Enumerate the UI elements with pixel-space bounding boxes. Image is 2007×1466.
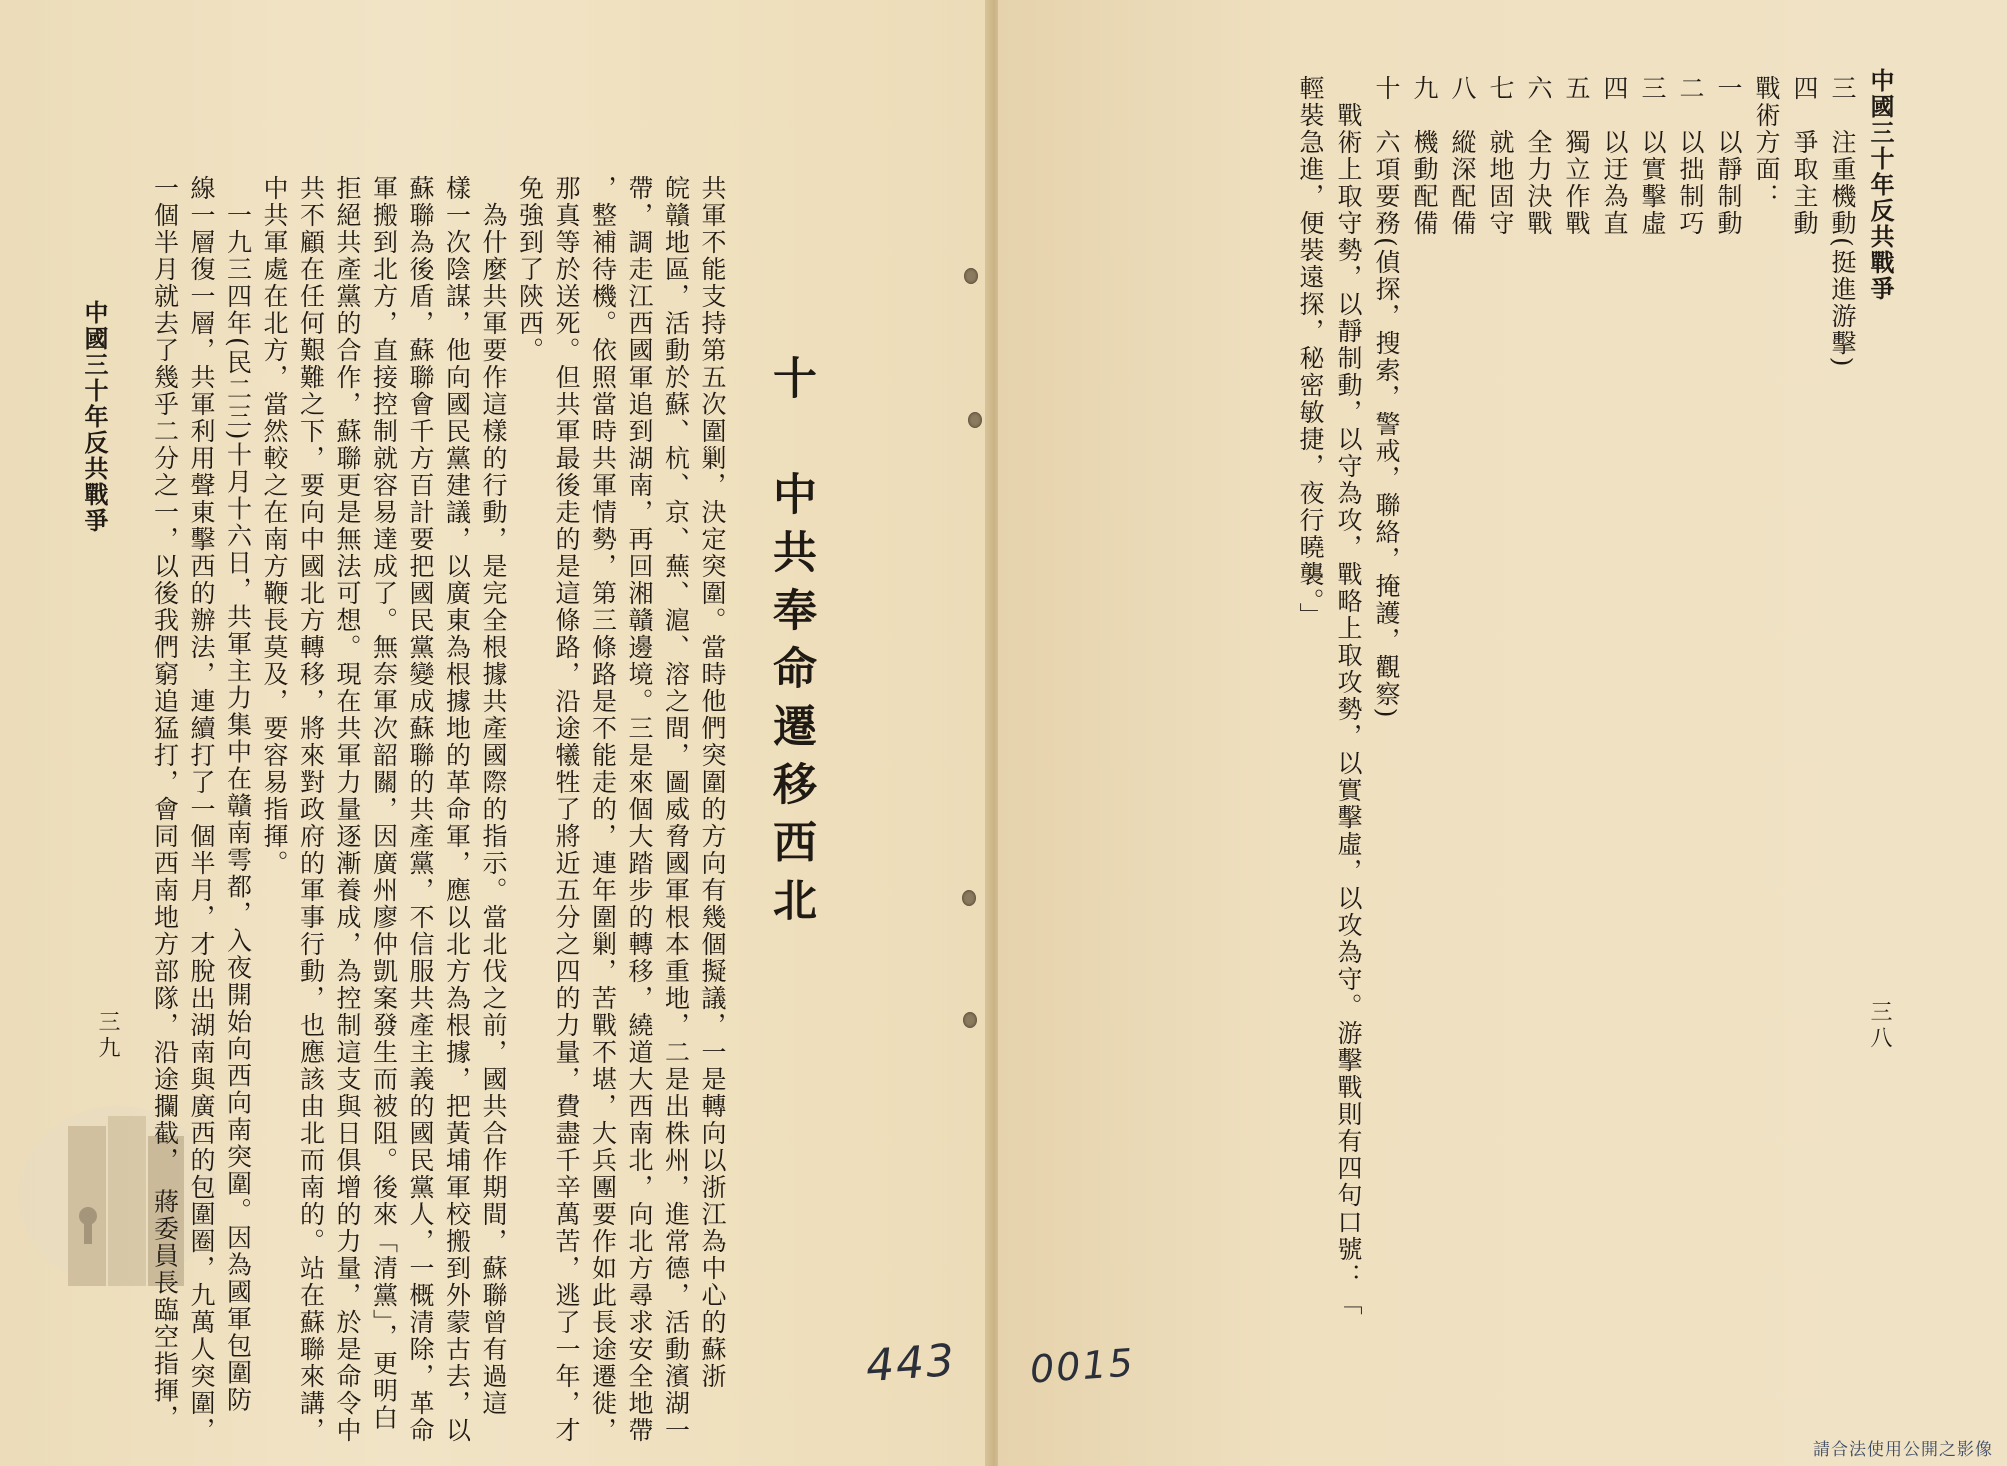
binding-hole	[963, 1012, 977, 1028]
text-column: 五 獨立作戰	[1562, 75, 1591, 237]
text-column: 中共軍處在北方，當然較之在南方鞭長莫及，要容易指揮。	[260, 175, 289, 877]
chapter-title: 十 中共奉命遷移西北	[765, 355, 816, 935]
archive-number-2: 0015	[1028, 1340, 1137, 1392]
text-column: 一個半月就去了幾乎二分之一，以後我們窮追猛打，會同西南地方部隊，沿途攔截， 蔣委員長臨空指揮，	[150, 175, 180, 1432]
binding-hole	[962, 890, 976, 906]
text-column: 那真等於送死。但共軍最後走的是這條路，沿途犧牲了將近五分之四的力量，費盡千辛萬苦，逃了一年，才	[552, 175, 581, 1444]
right-page	[998, 0, 2007, 1466]
right-running-header: 中國三十年反共戰爭	[1866, 68, 1895, 302]
binding-hole	[964, 268, 978, 284]
text-column: 皖贛地區，活動於蘇、杭、京、蕪、滬、溶之間，圖威脅國軍根本重地，二是出株州，進常德，活動濱湖一	[661, 175, 691, 1444]
text-column: 共軍不能支持第五次圍剿，決定突圍。當時他們突圍的方向有幾個擬議，一是轉向以浙江為中心的蘇浙	[698, 175, 727, 1390]
footer-notice: 請合法使用公開之影像	[1813, 1440, 1993, 1460]
left-page-number: 三九	[95, 1010, 120, 1062]
text-column: 九 機動配備	[1410, 75, 1439, 237]
binding-hole	[968, 412, 982, 428]
text-column: 輕裝急進，便裝遠探，秘密敏捷，夜行曉襲。」	[1296, 75, 1325, 630]
text-column: 三 以實擊虛	[1638, 75, 1667, 237]
text-column: 線一層復一層，共軍利用聲東擊西的辦法，連續打了一個半月，才脫出湖南與廣西的包圍圈，九萬人突圍，	[187, 175, 216, 1444]
text-column: 戰術方面：	[1752, 75, 1781, 210]
text-column: 三 注重機動(挺進游擊)	[1828, 75, 1857, 369]
text-column: 蘇聯為後盾，蘇聯會千方百計要把國民黨變成蘇聯的共產黨，不信服共產主義的國民黨人，一概清除，革命	[406, 175, 435, 1444]
text-column: 拒絕共產黨的合作，蘇聯更是無法可想。現在共軍力量逐漸養成，為控制這支與日俱增的力量，於是命令中	[333, 175, 362, 1444]
text-column: 一 以靜制動	[1714, 75, 1743, 237]
text-column: 樣一次陰謀，他向國民黨建議，以廣東為根據地的革命軍，應以北方為根據，把黃埔軍校搬到外蒙古去，以	[442, 175, 472, 1444]
text-column: 八 縱深配備	[1448, 75, 1477, 237]
text-column: 共不顧在任何艱難之下，要向中國北方轉移，將來對政府的軍事行動，也應該由北而南的。站在蘇聯來講，	[296, 175, 326, 1444]
left-page	[0, 0, 990, 1466]
text-column: 一九三四年(民二三)十月十六日，共軍主力集中在贛南雩都，入夜開始向西向南突圍。因為國軍包圍防	[223, 175, 253, 1414]
text-column: 免強到了陝西。	[515, 175, 545, 364]
archive-number-1: 443	[864, 1334, 958, 1393]
text-column: 十 六項要務(偵探，搜索，警戒，聯絡，掩護，觀察)	[1372, 75, 1401, 720]
text-column: 二 以拙制巧	[1676, 75, 1705, 237]
text-column: 四 爭取主動	[1790, 75, 1819, 237]
text-column: 戰術上取守勢，以靜制動，以守為攻，戰略上取攻勢，以實擊虛，以攻為守。游擊戰則有四句口號：「	[1334, 75, 1363, 1317]
text-column: ，整補待機。依照當時共軍情勢，第三條路是不能走的，連年圍剿，苦戰不堪，大兵團要作如此長途遷徙，	[588, 175, 618, 1444]
text-column: 六 全力決戰	[1524, 75, 1553, 237]
right-page-number: 三八	[1867, 1000, 1892, 1052]
text-column: 為什麼共軍要作這樣的行動，是完全根據共產國際的指示。當北伐之前，國共合作期間，蘇聯曾有過這	[479, 175, 508, 1417]
text-column: 軍搬到北方，直接控制就容易達成了。無奈軍次韶關，因廣州廖仲凱案發生而被阻。後來「清黨」，更明白	[369, 175, 399, 1432]
text-column: 七 就地固守	[1486, 75, 1515, 237]
left-running-header: 中國三十年反共戰爭	[80, 300, 109, 534]
text-column: 帶，調走江西國軍追到湖南，再回湘贛邊境。三是來個大踏步的轉移，繞道大西南北，向北方尋求安全地帶	[625, 175, 654, 1444]
text-column: 四 以迂為直	[1600, 75, 1629, 237]
